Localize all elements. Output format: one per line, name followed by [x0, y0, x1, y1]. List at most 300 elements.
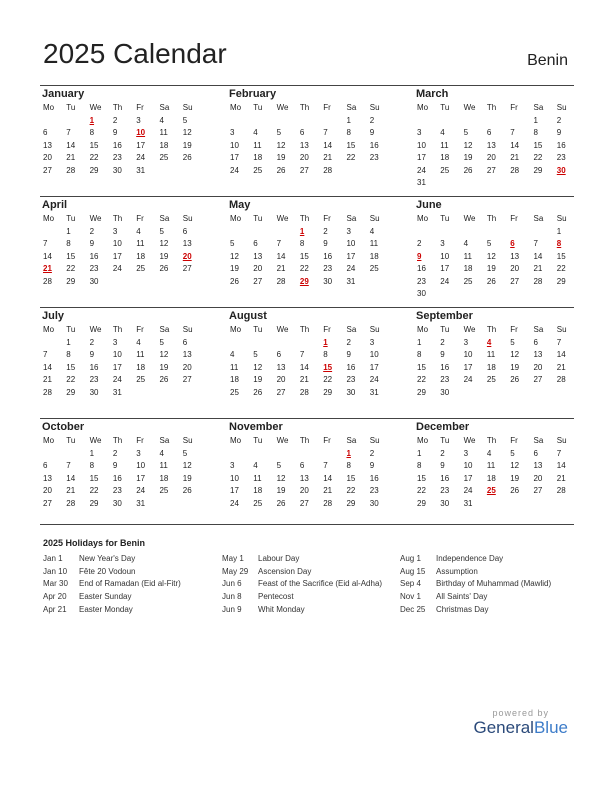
day-cell: 3	[463, 337, 469, 347]
day-cell: 21	[533, 264, 543, 273]
day-cell: 4	[136, 226, 141, 236]
day-cell: 21	[66, 486, 76, 495]
holiday-name: End of Ramadan (Eid al-Fitr)	[79, 579, 181, 589]
day-cell: 13	[182, 239, 192, 248]
day-cell: 22	[299, 264, 309, 273]
day-cell: 22	[89, 486, 99, 495]
day-cell: 5	[463, 128, 469, 137]
day-cell: 26	[276, 165, 286, 175]
weekday-label: Sa	[346, 103, 357, 112]
day-cell: 13	[182, 350, 192, 359]
day-cell: 30	[440, 387, 450, 397]
day-cell: 9	[112, 461, 118, 470]
day-cell: 10	[463, 350, 473, 359]
day-cell: 17	[230, 486, 239, 495]
day-cell: 31	[136, 165, 146, 175]
weekday-label: We	[89, 214, 102, 223]
day-cell: 14	[66, 140, 76, 150]
day-cell: 28	[323, 165, 333, 175]
day-cell: 4	[440, 128, 445, 137]
holiday-day: 29	[299, 276, 309, 286]
holiday-day: 20	[182, 251, 192, 261]
day-cell: 12	[486, 251, 496, 261]
empty-cell	[461, 115, 484, 128]
day-cell: 6	[486, 128, 492, 137]
day-cell: 20	[299, 486, 309, 495]
day-cell: 31	[463, 498, 473, 508]
day-cell: 4	[253, 461, 258, 470]
day-cell: 22	[556, 264, 566, 273]
brand-name	[473, 718, 568, 738]
day-cell: 10	[112, 350, 122, 359]
empty-cell	[250, 337, 273, 350]
day-cell: 11	[463, 251, 472, 261]
weekday-label: Sa	[533, 214, 544, 223]
day-cell: 28	[276, 276, 286, 286]
day-cell: 15	[556, 251, 566, 261]
day-cell: 9	[89, 350, 95, 359]
day-cell: 30	[112, 498, 122, 508]
holiday-item	[400, 591, 580, 604]
day-cell: 31	[346, 276, 356, 286]
holiday-date: Mar 30	[43, 579, 68, 589]
day-cell: 31	[136, 498, 146, 508]
day-cell: 16	[369, 140, 379, 150]
holiday-name: Ascension Day	[258, 566, 312, 576]
day-grid	[414, 213, 574, 301]
day-cell: 9	[369, 461, 375, 470]
day-cell: 18	[463, 264, 473, 273]
day-cell: 7	[66, 128, 71, 137]
day-cell: 21	[43, 375, 52, 384]
weekday-label: Sa	[346, 325, 357, 334]
day-cell: 7	[556, 448, 562, 458]
day-cell: 9	[112, 128, 118, 137]
day-cell: 15	[533, 140, 543, 150]
day-cell: 23	[369, 153, 379, 162]
day-cell: 9	[89, 239, 95, 248]
holiday-name: Birthday of Muhammad (Mawlid)	[436, 579, 552, 589]
holiday-item	[43, 591, 223, 604]
day-cell: 11	[486, 350, 496, 359]
day-cell: 1	[533, 115, 538, 125]
day-cell: 6	[299, 128, 305, 137]
day-cell: 5	[182, 448, 188, 458]
day-cell: 28	[533, 276, 543, 286]
weekday-label: Fr	[323, 436, 331, 445]
day-cell: 27	[533, 375, 543, 384]
empty-cell	[274, 226, 297, 239]
day-cell: 13	[43, 473, 52, 483]
day-cell: 13	[43, 140, 52, 150]
day-cell: 14	[533, 251, 543, 261]
month-row	[40, 418, 574, 529]
day-cell: 1	[556, 226, 562, 236]
empty-cell	[40, 337, 63, 350]
day-cell: 18	[440, 153, 450, 162]
day-cell: 11	[136, 239, 145, 248]
day-cell: 30	[440, 498, 450, 508]
day-cell: 1	[417, 448, 422, 458]
empty-cell	[63, 448, 86, 461]
month-name: March	[416, 88, 449, 100]
weekday-label: Mo	[43, 325, 55, 334]
day-cell: 8	[346, 128, 351, 137]
month-january	[40, 86, 200, 177]
day-cell: 25	[230, 387, 239, 397]
day-cell: 15	[417, 473, 426, 483]
day-cell: 11	[136, 350, 145, 359]
day-cell: 29	[89, 498, 99, 508]
day-cell: 26	[510, 375, 520, 384]
day-cell: 16	[346, 362, 356, 372]
day-cell: 15	[89, 473, 99, 483]
weekday-label: Fr	[323, 325, 331, 334]
weekday-label: Fr	[136, 214, 144, 223]
day-cell: 12	[182, 128, 192, 137]
day-cell: 18	[136, 251, 146, 261]
day-cell: 14	[510, 140, 520, 150]
weekday-label: Su	[556, 325, 567, 334]
weekday-label: Tu	[253, 214, 263, 223]
day-cell: 25	[136, 375, 146, 384]
day-cell: 20	[510, 264, 520, 273]
day-cell: 2	[369, 448, 375, 458]
day-cell: 17	[346, 251, 356, 261]
day-cell: 24	[136, 486, 146, 495]
day-cell: 3	[136, 115, 141, 125]
day-cell: 13	[510, 251, 520, 261]
weekday-label: Fr	[510, 214, 518, 223]
weekday-label: Tu	[66, 436, 76, 445]
day-cell: 23	[89, 264, 99, 273]
day-cell: 12	[510, 461, 520, 470]
day-cell: 19	[510, 473, 520, 483]
weekday-label: Fr	[510, 325, 518, 334]
holiday-name: New Year's Day	[79, 554, 136, 563]
day-cell: 14	[556, 461, 566, 470]
weekday-label: Sa	[533, 325, 544, 334]
day-cell: 14	[43, 251, 52, 261]
empty-cell	[227, 226, 250, 239]
day-cell: 20	[299, 153, 309, 162]
day-cell: 8	[89, 461, 95, 470]
weekday-label: We	[276, 325, 289, 334]
day-cell: 7	[510, 128, 515, 137]
holiday-item	[43, 566, 223, 579]
day-cell: 19	[182, 140, 192, 150]
day-cell: 31	[417, 178, 426, 187]
day-cell: 17	[440, 264, 450, 273]
holiday-name: Whit Monday	[258, 604, 305, 614]
day-cell: 14	[43, 362, 52, 372]
day-cell: 17	[369, 362, 379, 372]
month-september	[414, 308, 574, 399]
holiday-name: Feast of the Sacrifice (Eid al-Adha)	[258, 579, 383, 589]
day-cell: 10	[417, 140, 426, 150]
day-cell: 7	[43, 350, 48, 359]
day-cell: 5	[510, 448, 515, 458]
empty-cell	[227, 448, 250, 461]
weekday-label: Tu	[440, 103, 450, 112]
day-cell: 27	[299, 165, 309, 175]
weekday-label: Th	[486, 103, 497, 112]
day-cell: 27	[182, 375, 192, 384]
day-cell: 7	[533, 239, 538, 248]
holiday-item	[222, 553, 402, 566]
month-october	[40, 419, 200, 510]
weekday-label: We	[463, 214, 476, 223]
holiday-day: 1	[346, 448, 351, 458]
day-cell: 5	[510, 337, 515, 347]
day-cell: 19	[230, 264, 239, 273]
day-cell: 27	[253, 276, 263, 286]
holiday-name: All Saints' Day	[436, 592, 488, 602]
day-cell: 28	[323, 498, 333, 508]
holiday-date: Jun 8	[222, 592, 242, 602]
day-cell: 28	[43, 387, 52, 397]
day-cell: 24	[440, 276, 450, 286]
day-cell: 26	[230, 276, 239, 286]
month-name: January	[42, 88, 85, 100]
weekday-label: Tu	[66, 103, 76, 112]
day-cell: 29	[417, 387, 426, 397]
day-cell: 13	[299, 473, 309, 483]
day-cell: 22	[417, 486, 426, 495]
weekday-label: Su	[556, 436, 567, 445]
day-cell: 1	[89, 448, 95, 458]
empty-cell	[484, 115, 507, 128]
day-cell: 4	[369, 226, 375, 236]
empty-cell	[227, 115, 250, 128]
empty-cell	[297, 337, 320, 350]
day-cell: 18	[159, 140, 169, 150]
holiday-day: 30	[556, 165, 566, 175]
day-cell: 26	[182, 486, 192, 495]
day-cell: 19	[253, 375, 263, 384]
holiday-date: Aug 1	[400, 554, 421, 563]
day-cell: 14	[66, 473, 76, 483]
day-cell: 20	[486, 153, 496, 162]
day-cell: 21	[556, 362, 566, 372]
empty-cell	[40, 448, 63, 461]
day-cell: 12	[276, 140, 286, 150]
weekday-label: Su	[182, 325, 193, 334]
day-cell: 3	[417, 128, 422, 137]
day-cell: 16	[89, 362, 99, 372]
weekday-label: Th	[486, 436, 497, 445]
day-cell: 28	[556, 375, 566, 384]
holiday-name: Independence Day	[436, 554, 504, 563]
day-cell: 22	[346, 153, 356, 162]
day-cell: 14	[323, 473, 333, 483]
day-cell: 12	[159, 239, 169, 248]
day-cell: 8	[299, 239, 305, 248]
day-cell: 15	[417, 362, 426, 372]
day-cell: 21	[323, 486, 333, 495]
day-cell: 4	[159, 115, 164, 125]
holiday-item	[400, 553, 580, 566]
country-name: Benin	[527, 52, 568, 69]
day-cell: 14	[276, 251, 286, 261]
weekday-label: Th	[486, 325, 497, 334]
day-cell: 6	[43, 461, 48, 470]
day-cell: 27	[276, 387, 286, 397]
day-cell: 8	[533, 128, 538, 137]
day-cell: 17	[136, 140, 146, 150]
day-cell: 20	[276, 375, 286, 384]
day-cell: 16	[440, 473, 450, 483]
day-cell: 25	[253, 165, 263, 175]
holiday-day: 6	[510, 239, 515, 248]
day-cell: 19	[510, 362, 520, 372]
day-cell: 2	[440, 448, 445, 458]
weekday-label: Fr	[136, 325, 144, 334]
empty-cell	[297, 448, 320, 461]
month-august	[227, 308, 387, 399]
weekday-label: Mo	[43, 214, 55, 223]
empty-cell	[63, 115, 86, 128]
month-name: February	[229, 88, 277, 100]
day-cell: 15	[66, 362, 76, 372]
holiday-item	[222, 591, 402, 604]
empty-cell	[484, 226, 507, 239]
day-cell: 10	[230, 473, 239, 483]
day-cell: 3	[230, 461, 235, 470]
holiday-day: 1	[89, 115, 95, 125]
day-cell: 1	[417, 337, 422, 347]
day-cell: 2	[346, 337, 351, 347]
day-cell: 9	[556, 128, 562, 137]
month-march	[414, 86, 574, 190]
day-cell: 2	[417, 239, 422, 248]
weekday-label: Fr	[510, 103, 518, 112]
weekday-label: We	[463, 436, 476, 445]
holiday-name: Fête 20 Vodoun	[79, 566, 136, 576]
weekday-label: Sa	[159, 325, 170, 334]
day-cell: 13	[253, 251, 263, 261]
day-cell: 11	[159, 461, 168, 470]
day-cell: 2	[112, 448, 118, 458]
day-cell: 25	[463, 276, 473, 286]
day-cell: 6	[182, 226, 188, 236]
holidays-title: 2025 Holidays for Benin	[43, 538, 146, 548]
weekday-label: Th	[299, 436, 310, 445]
day-cell: 13	[533, 461, 543, 470]
weekday-label: Sa	[159, 214, 170, 223]
day-cell: 8	[417, 461, 422, 470]
day-cell: 22	[417, 375, 426, 384]
day-cell: 2	[323, 226, 328, 236]
day-cell: 30	[417, 289, 426, 298]
day-cell: 3	[463, 448, 469, 458]
weekday-label: Th	[299, 214, 310, 223]
day-cell: 28	[43, 276, 52, 286]
weekday-label: Sa	[159, 103, 170, 112]
day-cell: 12	[230, 251, 239, 261]
day-cell: 13	[533, 350, 543, 359]
weekday-label: Th	[299, 325, 310, 334]
day-cell: 14	[299, 362, 309, 372]
day-cell: 10	[112, 239, 122, 248]
day-cell: 4	[463, 239, 469, 248]
day-cell: 28	[299, 387, 309, 397]
day-cell: 10	[136, 461, 146, 470]
day-cell: 1	[66, 226, 71, 236]
day-grid	[414, 102, 574, 190]
day-cell: 22	[346, 486, 356, 495]
day-cell: 3	[112, 337, 118, 347]
day-cell: 14	[323, 140, 333, 150]
day-cell: 17	[230, 153, 239, 162]
month-name: October	[42, 421, 85, 433]
powered-by-label: powered by	[492, 708, 549, 718]
month-row	[40, 307, 574, 418]
day-cell: 30	[112, 165, 122, 175]
day-cell: 4	[136, 337, 141, 347]
weekday-label: Fr	[136, 436, 144, 445]
day-cell: 23	[112, 153, 122, 162]
day-cell: 19	[463, 153, 473, 162]
weekday-label: Mo	[417, 214, 429, 223]
weekday-label: Th	[486, 214, 497, 223]
holiday-item	[43, 553, 223, 566]
day-cell: 4	[253, 128, 258, 137]
day-cell: 29	[323, 387, 333, 397]
weekday-label: Mo	[417, 103, 429, 112]
day-cell: 11	[486, 461, 496, 470]
day-cell: 9	[369, 128, 375, 137]
empty-cell	[297, 115, 320, 128]
weekday-label: Su	[556, 103, 567, 112]
weekday-label: We	[463, 103, 476, 112]
day-cell: 2	[369, 115, 375, 125]
day-cell: 25	[369, 264, 379, 273]
weekday-label: Tu	[66, 214, 76, 223]
day-cell: 1	[66, 337, 71, 347]
day-cell: 12	[253, 362, 263, 372]
holiday-name: Assumption	[436, 566, 478, 576]
day-grid	[414, 435, 574, 510]
day-cell: 21	[323, 153, 333, 162]
day-cell: 27	[486, 165, 496, 175]
day-cell: 6	[253, 239, 258, 248]
month-may	[227, 197, 387, 288]
empty-cell	[507, 115, 530, 128]
holiday-date: Apr 21	[43, 604, 67, 614]
month-april	[40, 197, 200, 288]
day-cell: 19	[159, 362, 169, 372]
day-cell: 8	[66, 350, 71, 359]
day-cell: 8	[89, 128, 95, 137]
day-cell: 22	[66, 264, 76, 273]
weekday-label: Su	[369, 214, 380, 223]
empty-cell	[40, 226, 63, 239]
day-cell: 1	[346, 115, 351, 125]
day-grid	[40, 213, 200, 288]
day-cell: 29	[417, 498, 426, 508]
holiday-day: 10	[136, 128, 146, 137]
empty-cell	[461, 226, 484, 239]
day-cell: 26	[486, 276, 496, 286]
day-grid	[227, 213, 387, 288]
weekday-label: Sa	[159, 436, 170, 445]
weekday-label: We	[89, 103, 102, 112]
day-cell: 29	[346, 498, 356, 508]
weekday-label: Fr	[136, 103, 144, 112]
day-cell: 7	[43, 239, 48, 248]
day-cell: 11	[159, 128, 168, 137]
